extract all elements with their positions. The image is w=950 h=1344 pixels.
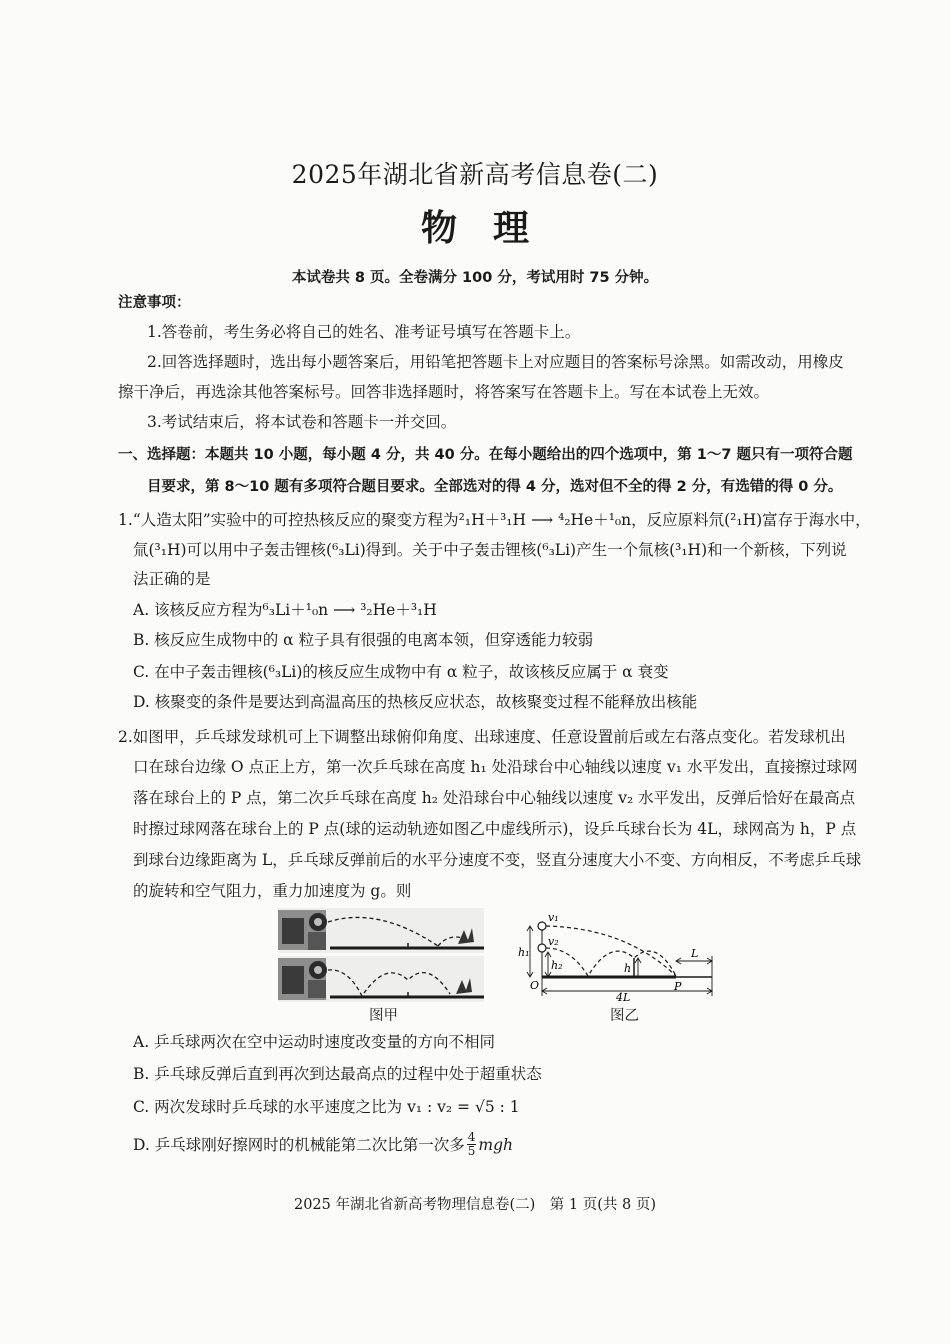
- note-item: 擦干净后，再选涂其他答案标号。回答非选择题时，将答案写在答题卡上。写在本试卷上无效。: [118, 383, 770, 401]
- q2-option-d-unit: mgh: [478, 1135, 513, 1154]
- fraction-denominator: 5: [467, 1144, 476, 1158]
- q2-stem-line: 时擦过球网落在球台上的 P 点(球的运动轨迹如图乙中虚线所示)，设乒乓球台长为 4L，球网高为 h，P 点: [133, 820, 857, 838]
- trajectory-2: [546, 948, 676, 976]
- q2-option-d-text: D. 乒乓球刚好擦网时的机械能第二次比第一次多: [133, 1135, 465, 1154]
- launcher-machine-bottom: [278, 958, 327, 1000]
- note-item: 2.回答选择题时，选出每小题答案后，用铅笔把答题卡上对应题目的答案标号涂黑。如需改动，用橡皮: [147, 353, 844, 371]
- q1-option-a: A. 该核反应方程为⁶₃Li＋¹₀n ⟶ ³₂He＋³₁H: [133, 601, 437, 619]
- launcher-machine-top: [278, 910, 327, 950]
- label-h: h: [624, 962, 632, 975]
- paper-title: 2025年湖北省新高考信息卷(二): [291, 160, 659, 189]
- q1-option-c: C. 在中子轰击锂核(⁶₃Li)的核反应生成物中有 α 粒子，故该核反应属于 α 衰变: [133, 663, 669, 681]
- q2-stem-line: 的旋转和空气阻力，重力加速度为 g。则: [133, 882, 412, 900]
- note-item: 3.考试结束后，将本试卷和答题卡一并交回。: [147, 413, 457, 431]
- label-l: L: [691, 947, 699, 960]
- note-item: 1.答卷前，考生务必将自己的姓名、准考证号填写在答题卡上。: [147, 323, 581, 341]
- q1-option-d: D. 核聚变的条件是要达到高温高压的热核反应状态，故核聚变过程不能释放出核能: [133, 693, 698, 711]
- fraction: [467, 1131, 477, 1158]
- figure-jia-caption: 图甲: [369, 1008, 398, 1024]
- label-h2: h₂: [551, 959, 563, 972]
- ball-position-1: [538, 922, 546, 930]
- notes-heading: 注意事项：: [118, 295, 191, 311]
- label-4l: 4L: [616, 991, 631, 1002]
- q2-option-d: [133, 1131, 513, 1158]
- figure-jia-photo: [278, 908, 484, 1002]
- q2-option-b: B. 乒乓球反弹后直到再次到达最高点的过程中处于超重状态: [133, 1065, 542, 1083]
- q1-stem-line: 1.“人造太阳”实验中的可控热核反应的聚变方程为²₁H＋³₁H ⟶ ⁴₂He＋¹₀n，反应原料氘(²₁H)富存于海水中，: [118, 511, 871, 529]
- q1-stem-line: 法正确的是: [133, 570, 211, 588]
- label-h1: h₁: [518, 946, 530, 959]
- subject-title: 物理: [420, 207, 565, 249]
- q2-stem-line: 2.如图甲，乒乓球发球机可上下调整出球俯仰角度、出球速度、任意设置前后或左右落点变化。若发球机出: [118, 728, 846, 746]
- exam-info: 本试卷共 8 页。全卷满分 100 分，考试用时 75 分钟。: [291, 270, 659, 286]
- trajectory-1: [546, 926, 676, 976]
- section-heading-line: 一、选择题：本题共 10 小题，每小题 4 分，共 40 分。在每小题给出的四个选项中，第 1～7 题只有一项符合题: [118, 447, 853, 463]
- q2-stem-line: 口在球台边缘 O 点正上方，第一次乒乓球在高度 h₁ 处沿球台中心轴线以速度 v₁ 水平发出，直接擦过球网: [133, 758, 858, 776]
- ball-position-2: [538, 944, 546, 952]
- figure-yi-caption: 图乙: [610, 1008, 639, 1024]
- q1-option-b: B. 核反应生成物中的 α 粒子具有很强的电离本领，但穿透能力较弱: [133, 631, 594, 649]
- label-v2: v₂: [548, 935, 559, 948]
- q2-option-a: A. 乒乓球两次在空中运动时速度改变量的方向不相同: [133, 1033, 496, 1051]
- label-p: P: [674, 980, 682, 993]
- page-footer: 2025 年湖北省新高考物理信息卷(二) 第 1 页(共 8 页): [293, 1197, 657, 1213]
- label-v1: v₁: [548, 911, 559, 924]
- q2-option-c: C. 两次发球时乒乓球的水平速度之比为 v₁ : v₂ = √5 : 1: [133, 1098, 520, 1116]
- section-heading-line: 目要求，第 8～10 题有多项符合题目要求。全部选对的得 4 分，选对但不全的得 2 分，有选错的得 0 分。: [147, 479, 843, 495]
- fraction-numerator: 4: [467, 1130, 476, 1144]
- label-o: O: [530, 979, 540, 992]
- q1-stem-line: 氚(³₁H)可以用中子轰击锂核(⁶₃Li)得到。关于中子轰击锂核(⁶₃Li)产生一个氚核(³₁H)和一个新核，下列说: [133, 541, 847, 559]
- q2-stem-line: 到球台边缘距离为 L，乒乓球反弹前后的水平分速度不变，竖直分速度大小不变、方向相反，不考虑乒乓球: [133, 851, 862, 869]
- figure-yi-diagram: [516, 906, 726, 1002]
- q2-stem-line: 落在球台上的 P 点，第二次乒乓球在高度 h₂ 处沿球台中心轴线以速度 v₂ 水平发出，反弹后恰好在最高点: [133, 789, 856, 807]
